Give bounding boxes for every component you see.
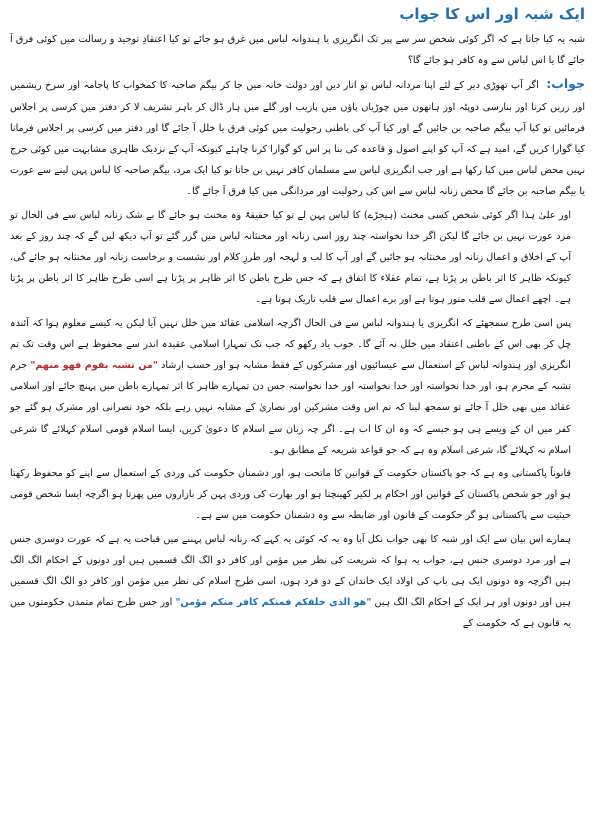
quran-quote: "ھو الذی خلقکم فمنکم کافر منکم مؤمن" (175, 597, 372, 609)
answer-paragraph-5-text-before: ہمارے اس بیان سے ایک اور شبہ کا بھی جواب نکل آیا وہ یہ کہ کوئی یہ کہے کہ زنانہ لباس پہننے میں قباحت یہ ہے کہ عورت دوسری جنس ہے اور مرد دوسری جنس ہے، جواب یہ ہوا کہ شریعت کی نظر میں مؤمن اور کافر دو الگ الگ قسمیں ہیں اور دونوں کے احکام الگ الگ ہیں اگرچہ وہ دونوں ایک ہی باپ کی اولاد ایک خاندان کے دو فرد ہوں، اسی طرح اسلام کی نظر میں مؤمن اور کافر دو الگ الگ قسمیں ہیں اور دونوں اور ہر ایک کے احکام الگ الگ ہیں (10, 533, 571, 609)
page-title: ایک شبہ اور اس کا جواب (399, 5, 585, 23)
answer-paragraph-1 (10, 73, 585, 202)
answer-paragraph-1-text: اگر آپ تھوڑی دیر کے لئے اپنا مردانہ لباس تو اتار دیں اور دولت خانہ میں جا کر بیگم صاحبہ کا کمخواب کا پاجامہ اور سرخ ریشمیں اور زریں کرتا اور بنارسی دوپٹہ اور ہاتھوں میں چوڑیاں پاؤں میں پازیب اور گلے میں ہار ڈال کر باہر تشریف لا کر دفتر میں کرسی پر اجلاس فرمائیں تو کیا آپ بیگم صاحبہ بن جائیں گے اور کیا آپ کی باطنی رجولیت میں کوئی فرق یا خلل آ جائے گا اور دفتر میں کرسی پر اجلاس فرمانا کیا گوارا کریں گے، امید ہے کہ آپ کو اپنے اصول و قاعدہ کی بنا پر اس کو گوارا کرنا چاہئے کیونکہ آپ کے نزدیک ظاہری مشابہت میں کوئی حرج نہیں محض لباس میں کیا رکھا ہے اور جب انگریزی لباس سے مسلمان کافر نہیں بن جاتا تو کیا ایک مرد، بیگم صاحبہ کا لباس پہن لینے سے عورت یا بیگم صاحبہ بن جائے گا محض زنانہ لباس سے اس کی رجولیت اور مردانگی میں کیا فرق آ جائے گا۔ (10, 80, 585, 198)
hadith-quote: "من تشبہ بقوم فھو منھم" (30, 360, 158, 372)
answer-paragraph-2: اور علیٰ ہذا اگر کوئی شخص کسی مخنث (ہیجڑے) کا لباس پہن لے تو کیا حقیقۃً وہ مخنث ہو جائے گا بے شک زنانہ لباس سے فی الحال تو مرد عورت نہیں بن جائے گا لیکن اگر خدا نخواستہ چند روز اسی زنانہ اور مخنثانہ لباس میں گزر گئے تو آپ دیکھ لیں گے کہ چند روز کے بعد آپ کے اخلاق و اعمال زنانہ اور مخنثانہ ہو جائیں گے اور آپ کا لب و لہجہ اور طرزِ کلام اور نشست و برخاست زنانہ اور مخنثانہ ہو جائے گی، کیونکہ ظاہر کا اثر باطن پر پڑتا ہے، تمام عقلاء کا اتفاق ہے کہ جس طرح باطن کا اثر ظاہر پر پڑتا ہے اسی طرح ظاہر کا اثر باطن پر پڑتا ہے۔ اچھے اعمال سے قلب منور ہوتا ہے اور برے اعمال سے قلب تاریک ہوتا ہے۔ (10, 209, 571, 306)
answer-paragraph-3-text-before: پس اسی طرح سمجھئے کہ انگریزی یا ہندوانہ لباس سے فی الحال اگرچہ اسلامی عقائد میں خلل نہیں آیا لیکن یہ کیسے معلوم ہوا کہ آئندہ چل کر بھی اس کے باطنی اعتقاد میں خلل نہ آئے گا۔ خوب یاد رکھو کہ جب تک تمہارا اسلامی عقیدہ اندر سے محفوظ ہے اس وقت تک تم انگریزی اور ہندوانہ لباس کے استعمال سے عیسائیوں اور مشرکوں کے فقط مشابہ ہو اور حسب ارشاد (10, 317, 571, 372)
answer-paragraph-4: قانوناً پاکستانی وہ ہے کہ جو پاکستان حکومت کے قوانین کا ماتحت ہو، اور دشمنان حکومت کی وردی کے استعمال سے اپنے کو محفوظ رکھتا ہو اور جو شخص پاکستان کے قوانین اور احکام پر لکیر کھینچتا ہو اور بھارت کی وردی پہن کر بازاروں میں پھرتا ہو اگرچہ ایسا شخص قومی حیثیت سے پاکستانی ہو گر حکومت کے قانون اور ضابطہ سے وہ دشمنان حکومت میں سے ہے۔ (10, 468, 571, 522)
question-paragraph: شبہ یہ کیا جاتا ہے کہ اگر کوئی شخص سر سے پیر تک انگریزی یا ہندوانہ لباس میں غرق ہو جائے تو کیا اعتقادِ توحید و رسالت میں کوئی فرق آ جائے گا یا اس لباس سے وہ کافر ہو جائے گا؟ (10, 34, 585, 67)
answer-paragraph-5 (10, 529, 585, 635)
answer-paragraph-5-text-after: اور جس طرح تمام متمدن حکومتوں میں یہ قانون ہے کہ حکومت کے (10, 597, 571, 630)
answer-paragraph-3-text-after: جرم تشبہ کے مجرم ہو، اور خدا نخواستہ اور خدا نخواستہ اور خدا نخواستہ جس دن تمہارے ظاہر کا اثر تمہارے باطن میں پہنچ جائے اور اسلامی عقائد میں بھی خلل آ جائے تو سمجھ لینا کہ تم اس وقت مشرکین اور نصاریٰ کے مشابہ نہیں رہے بلکہ خود نصرانی اور مشرک ہو گئے جو کفر میں ان کے ویسے ہی ہو جیسے کہ وہ ان کا اب ہے۔ اگر چہ زبان سے اسلام کا دعویٰ کریں، ایسا اسلام قومی اسلام کہلائے گا شرعی اسلام نہ کہلائے گا، شرعی اسلام وہ ہے کہ جو قواعد شریعہ کے مطابق ہو۔ (10, 360, 571, 456)
answer-label: جواب: (546, 76, 585, 92)
answer-paragraph-3 (10, 313, 585, 461)
